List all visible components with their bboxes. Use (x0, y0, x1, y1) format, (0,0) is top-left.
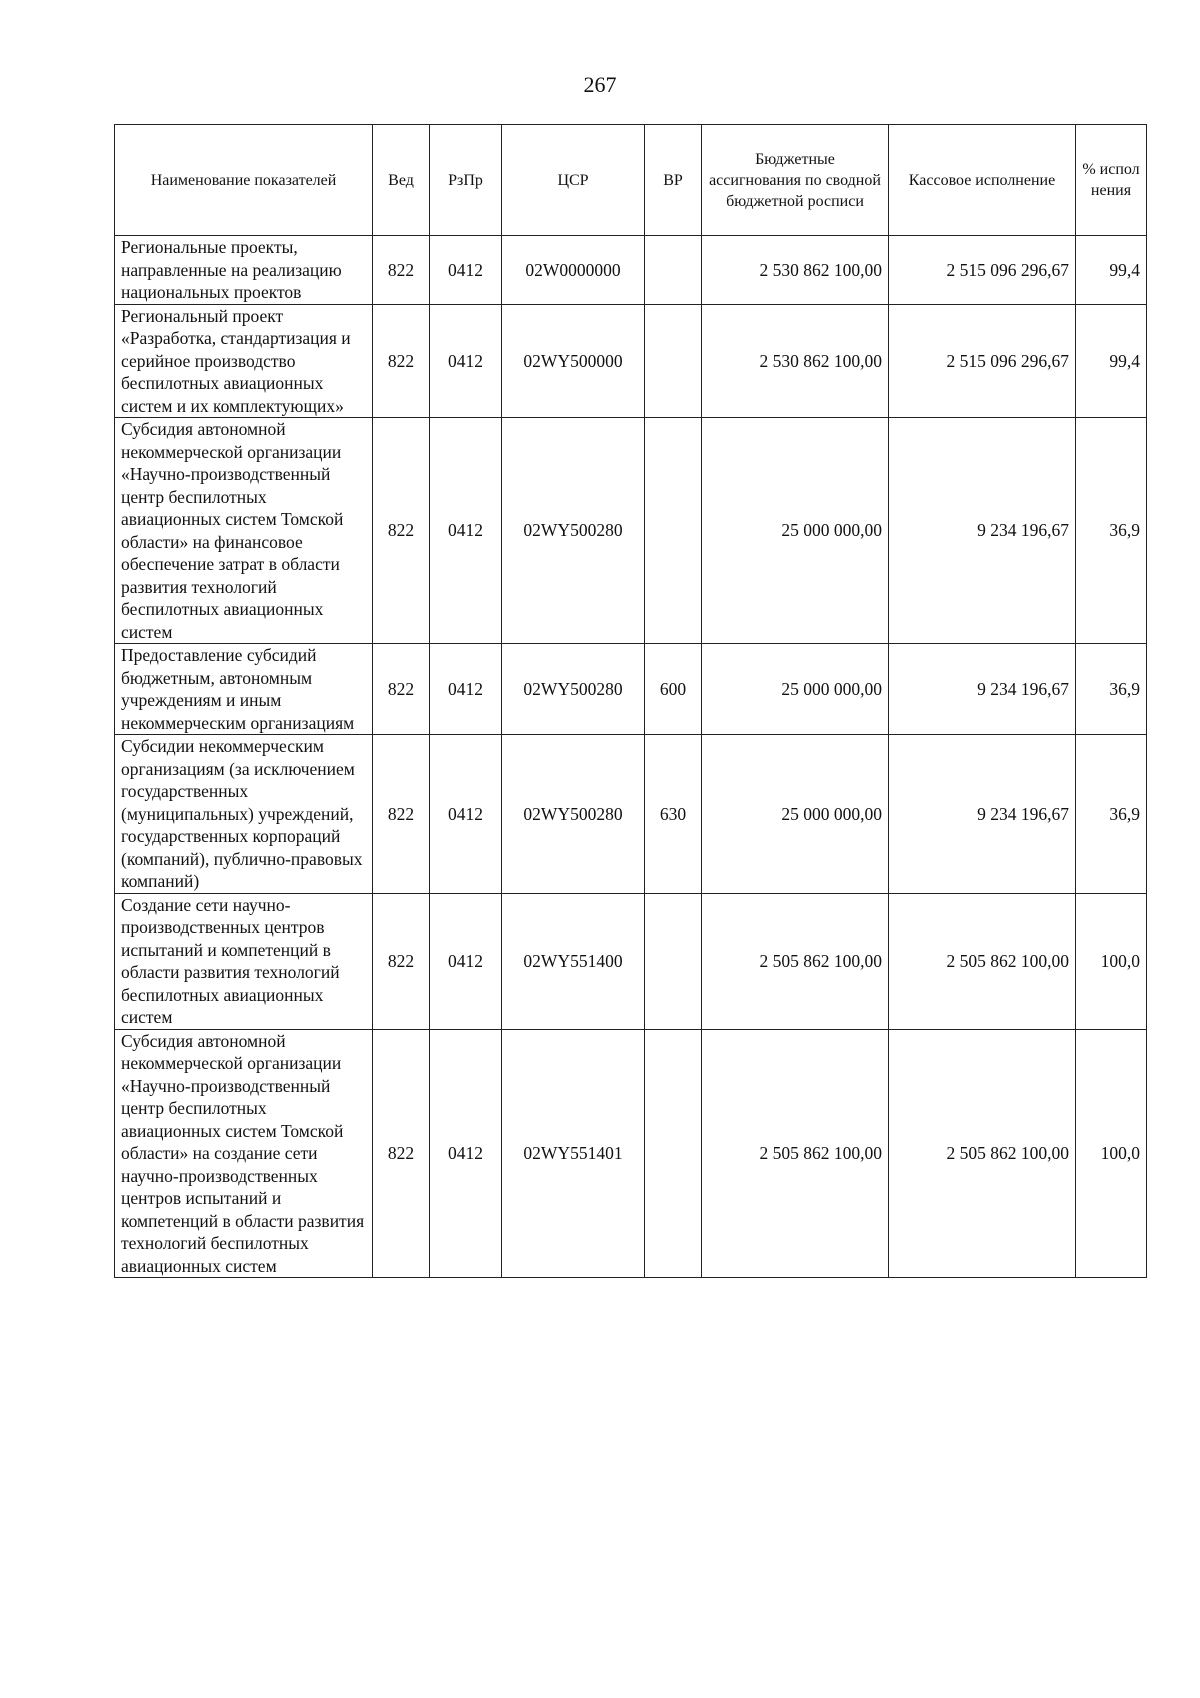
row-percent: 99,4 (1076, 236, 1147, 305)
row-rzpr: 0412 (430, 418, 502, 644)
row-rzpr: 0412 (430, 644, 502, 735)
row-name: Региональные проекты, направленные на реализацию национальных проектов (115, 236, 373, 305)
row-budget: 25 000 000,00 (702, 418, 889, 644)
header-vr: ВР (645, 125, 702, 236)
row-ved: 822 (373, 418, 430, 644)
row-vr: 630 (645, 735, 702, 894)
row-csr: 02WY500280 (502, 644, 645, 735)
row-percent: 100,0 (1076, 1029, 1147, 1278)
row-csr: 02WY500000 (502, 304, 645, 418)
row-rzpr: 0412 (430, 1029, 502, 1278)
row-budget: 2 505 862 100,00 (702, 893, 889, 1029)
row-budget: 25 000 000,00 (702, 735, 889, 894)
row-percent: 36,9 (1076, 644, 1147, 735)
row-rzpr: 0412 (430, 236, 502, 305)
row-vr (645, 418, 702, 644)
header-csr: ЦСР (502, 125, 645, 236)
row-vr (645, 1029, 702, 1278)
row-cash: 9 234 196,67 (889, 735, 1076, 894)
row-budget: 2 505 862 100,00 (702, 1029, 889, 1278)
row-name: Субсидия автономной некоммерческой организации «Научно-производственный центр беспилотных авиационных систем Томской области» на финансовое обеспечение затрат в области развития технологий беспилотных авиационных систем (115, 418, 373, 644)
row-csr: 02WY551400 (502, 893, 645, 1029)
header-name: Наименование показателей (115, 125, 373, 236)
row-vr (645, 236, 702, 305)
row-ved: 822 (373, 1029, 430, 1278)
row-csr: 02W0000000 (502, 236, 645, 305)
table-row (115, 418, 1147, 644)
row-rzpr: 0412 (430, 735, 502, 894)
row-vr (645, 304, 702, 418)
row-percent: 99,4 (1076, 304, 1147, 418)
row-csr: 02WY551401 (502, 1029, 645, 1278)
table-row (115, 1029, 1147, 1278)
table-row (115, 644, 1147, 735)
row-percent: 36,9 (1076, 735, 1147, 894)
row-csr: 02WY500280 (502, 735, 645, 894)
row-name: Предоставление субсидий бюджетным, автономным учреждениям и иным некоммерческим организациям (115, 644, 373, 735)
table-row (115, 304, 1147, 418)
row-budget: 2 530 862 100,00 (702, 304, 889, 418)
row-rzpr: 0412 (430, 304, 502, 418)
header-budget: Бюджетные ассигнования по сводной бюджетной росписи (702, 125, 889, 236)
row-ved: 822 (373, 236, 430, 305)
table-row (115, 236, 1147, 305)
row-cash: 2 515 096 296,67 (889, 304, 1076, 418)
header-row (115, 125, 1147, 236)
row-budget: 2 530 862 100,00 (702, 236, 889, 305)
row-cash: 2 505 862 100,00 (889, 1029, 1076, 1278)
row-cash: 2 515 096 296,67 (889, 236, 1076, 305)
row-cash: 9 234 196,67 (889, 644, 1076, 735)
row-vr (645, 893, 702, 1029)
row-name: Субсидии некоммерческим организациям (за исключением государственных (муниципальных) учреждений, государственных корпораций (компаний), публично-правовых компаний) (115, 735, 373, 894)
row-vr: 600 (645, 644, 702, 735)
header-ved: Вед (373, 125, 430, 236)
row-csr: 02WY500280 (502, 418, 645, 644)
table-row (115, 893, 1147, 1029)
row-ved: 822 (373, 304, 430, 418)
row-name: Создание сети научно-производственных центров испытаний и компетенций в области развития технологий беспилотных авиационных систем (115, 893, 373, 1029)
row-percent: 100,0 (1076, 893, 1147, 1029)
row-ved: 822 (373, 893, 430, 1029)
row-ved: 822 (373, 735, 430, 894)
row-budget: 25 000 000,00 (702, 644, 889, 735)
page-number: 267 (583, 72, 617, 97)
header-cash: Кассовое исполнение (889, 125, 1076, 236)
row-cash: 2 505 862 100,00 (889, 893, 1076, 1029)
header-rzpr: РзПр (430, 125, 502, 236)
row-ved: 822 (373, 644, 430, 735)
budget-table (114, 124, 1147, 1278)
row-name: Субсидия автономной некоммерческой организации «Научно-производственный центр беспилотных авиационных систем Томской области» на создание сети научно-производственных центров испытаний и компетенций в области развития технологий беспилотных авиационных систем (115, 1029, 373, 1278)
row-percent: 36,9 (1076, 418, 1147, 644)
row-name: Региональный проект «Разработка, стандартизация и серийное производство беспилотных авиационных систем и их комплектующих» (115, 304, 373, 418)
row-cash: 9 234 196,67 (889, 418, 1076, 644)
table-row (115, 735, 1147, 894)
header-percent: % испол нения (1076, 125, 1147, 236)
row-rzpr: 0412 (430, 893, 502, 1029)
